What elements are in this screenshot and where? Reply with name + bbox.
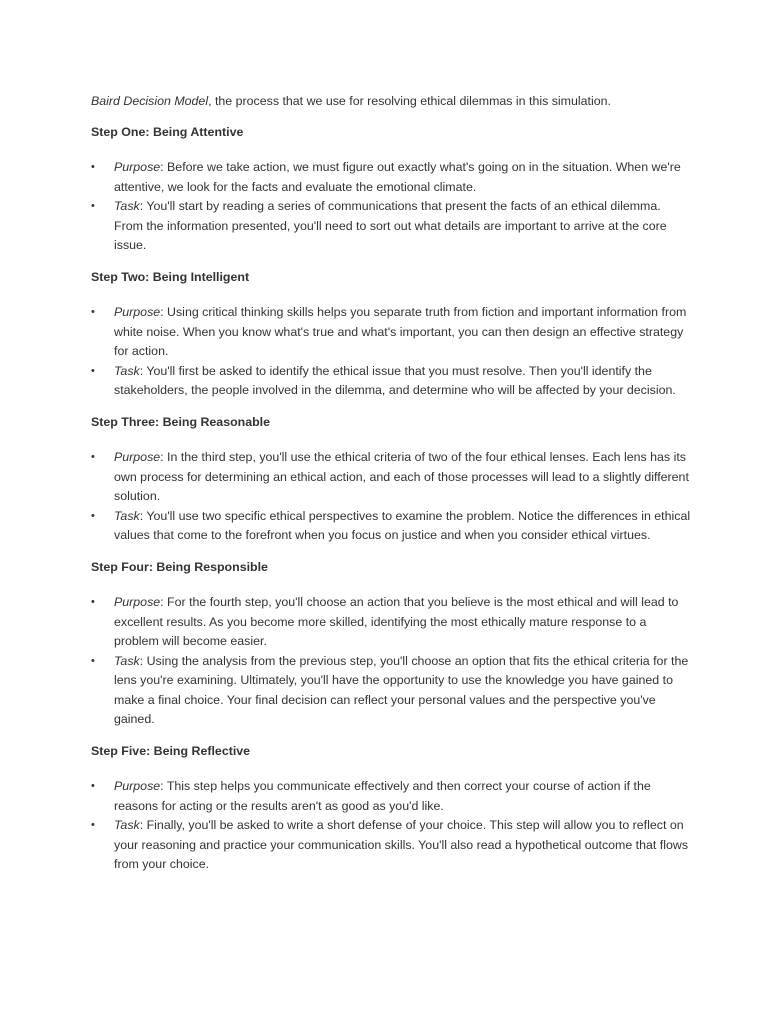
item-label: Purpose (114, 594, 161, 609)
item-text: : Using critical thinking skills helps you separate truth from fiction and important information from white noise. When you know what's true and what's important, you can then design an effective strategy for action. (114, 304, 687, 359)
step-bullet-list (91, 158, 691, 256)
item-label: Purpose (114, 304, 161, 319)
list-item (91, 593, 691, 652)
item-label: Purpose (114, 449, 161, 464)
item-text: : Before we take action, we must figure out exactly what's going on in the situation. When we're attentive, we look for the facts and evaluate the emotional climate. (114, 160, 681, 194)
bullet-icon: • (91, 161, 95, 173)
bullet-icon: • (91, 450, 95, 463)
list-item (91, 777, 691, 816)
step-bullet-list (91, 593, 691, 730)
bullet-icon: • (91, 780, 95, 793)
item-text: : You'll first be asked to identify the ethical issue that you must resolve. Then you'll identify the stakeholders, the people involved in the dilemma, and determine who will be affected by your decision. (114, 363, 676, 398)
item-label: Task (114, 653, 140, 668)
document-page (91, 92, 691, 875)
bullet-icon: • (91, 200, 95, 213)
item-text: : You'll use two specific ethical perspectives to examine the problem. Notice the differences in ethical values that come to the forefront when you focus on justice and when you consider ethical virtues. (114, 508, 691, 543)
bullet-icon: • (91, 509, 95, 522)
step-bullet-list (91, 448, 691, 546)
item-text: : This step helps you communicate effectively and then correct your course of action if the reasons for acting or the results aren't as good as you'd like. (114, 779, 651, 813)
item-label: Task (114, 199, 140, 214)
list-item (91, 303, 691, 362)
list-item (91, 507, 691, 546)
item-label: Purpose (114, 779, 161, 794)
list-item (91, 816, 691, 875)
bullet-icon: • (91, 305, 95, 318)
item-text: : You'll start by reading a series of communications that present the facts of an ethical dilemma. From the information presented, you'll need to sort out what details are important to arrive at the core issue. (114, 199, 667, 253)
item-text: : For the fourth step, you'll choose an action that you believe is the most ethical and will lead to excellent results. As you become more skilled, identifying the most ethically mature response to a problem will become easier. (114, 594, 679, 649)
step-bullet-list (91, 303, 691, 401)
bullet-icon: • (91, 654, 95, 667)
item-text: : Using the analysis from the previous step, you'll choose an option that fits the ethical criteria for the lens you're examining. Ultimately, you'll have the opportunity to use the knowledge you have gained to make a final choice. Your final decision can reflect your personal values and the perspective you've gained. (114, 653, 689, 727)
step-heading: Step Two: Being Intelligent (91, 269, 250, 284)
bullet-icon: • (91, 364, 95, 377)
list-item (91, 448, 691, 507)
item-text: : Finally, you'll be asked to write a short defense of your choice. This step will allow you to reflect on your reasoning and practice your communication skills. You'll also read a hypothetical outcome that flows from your choice. (114, 818, 689, 872)
steps-container (91, 123, 691, 875)
step-heading: Step Five: Being Reflective (91, 744, 251, 759)
list-item (91, 197, 691, 256)
intro-text: , the process that we use for resolving ethical dilemmas in this simulation. (208, 94, 611, 108)
intro-paragraph (91, 92, 691, 111)
item-label: Task (114, 818, 140, 833)
list-item (91, 362, 691, 401)
item-label: Purpose (114, 160, 161, 174)
step-heading: Step One: Being Attentive (91, 125, 244, 139)
list-item (91, 158, 691, 197)
item-label: Task (114, 363, 140, 378)
step-heading: Step Three: Being Reasonable (91, 414, 271, 429)
item-text: : In the third step, you'll use the ethical criteria of two of the four ethical lenses. Each lens has its own process for determining an ethical action, and each of those processes will lead to a slightly different solution. (114, 449, 689, 504)
step-bullet-list (91, 777, 691, 875)
bullet-icon: • (91, 819, 95, 832)
list-item (91, 652, 691, 730)
bullet-icon: • (91, 595, 95, 608)
step-heading: Step Four: Being Responsible (91, 559, 268, 574)
model-name: Baird Decision Model (91, 94, 209, 108)
item-label: Task (114, 508, 140, 523)
